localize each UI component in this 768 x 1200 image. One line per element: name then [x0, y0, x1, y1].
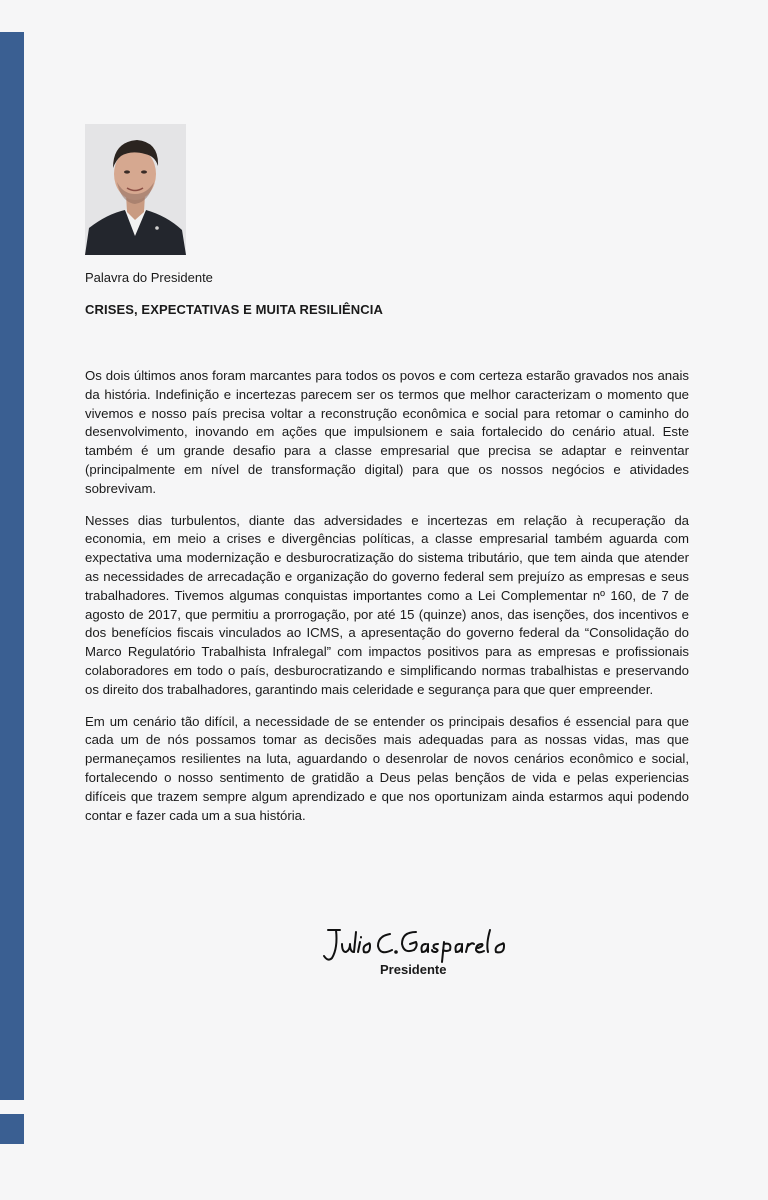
accent-side-bar [0, 32, 24, 1100]
body-paragraph: Os dois últimos anos foram marcantes para todos os povos e com certeza estarão gravados nos anais da história. Indefinição e incertezas parecem ser os termos que melhor caracterizam o momento que vivemos e nosso país precisa voltar a reconstrução econômica e social para retomar o caminho do desenvolvimento, inovando em ações que impulsionem e saia fortalecido do cenário atual. Este também é um grande desafio para a classe empresarial que precisa se adaptar e reinventar (principalmente em nível de transformação digital) para que os nossos negócios e atividades sobrevivam. [85, 368, 689, 496]
body-paragraph: Nesses dias turbulentos, diante das adversidades e incertezas em relação à recuperação da economia, em meio a crises e divergências políticas, a classe empresarial também aguarda com expectativa uma modernização e desburocratização do sistema tributário, que tem ainda que atender as necessidades de arrecadação e organização do governo federal sem prejuízo as empresas e seus trabalhadores. Tivemos algumas conquistas importantes como a Lei Complementar nº 160, de 7 de agosto de 2017, que permitiu a prorrogação, por até 15 (quinze) anos, das isenções, dos incentivos e dos benefícios fiscais vinculados ao ICMS, a apresentação do governo federal da “Consolidação do Marco Regulatório Trabalhista Infralegal” com impactos positivos para as empresas e profissionais colaboradores em todo o país, desburocratizando e simplificando normas trabalhistas e preservando os direito dos trabalhadores, garantindo mais celeridade e segurança para que quer empreender. [85, 512, 689, 697]
article-headline: CRISES, EXPECTATIVAS E MUITA RESILIÊNCIA [85, 302, 383, 317]
body-paragraph: Em um cenário tão difícil, a necessidade de se entender os principais desafios é essencial para que cada um de nós possamos tomar as decisões mais adequadas para as nossas vidas, mas que permaneçamos resilientes na luta, aguardando o desenrolar de novos cenários econômico e social, fortalecendo o nosso sentimento de gratidão a Deus pelas bençãos de vida e pelas experiencias difíceis que trazem sempre algum aprendizado e que nos oportunizam ainda estarmos aqui podendo contar e fazer cada um a sua história. [85, 713, 689, 823]
article-body [85, 367, 689, 838]
signature-role: Presidente [380, 962, 447, 977]
accent-side-bar-bottom [0, 1114, 24, 1144]
handwritten-signature [318, 922, 518, 966]
president-portrait-photo [85, 124, 186, 255]
section-eyebrow: Palavra do Presidente [85, 270, 213, 285]
